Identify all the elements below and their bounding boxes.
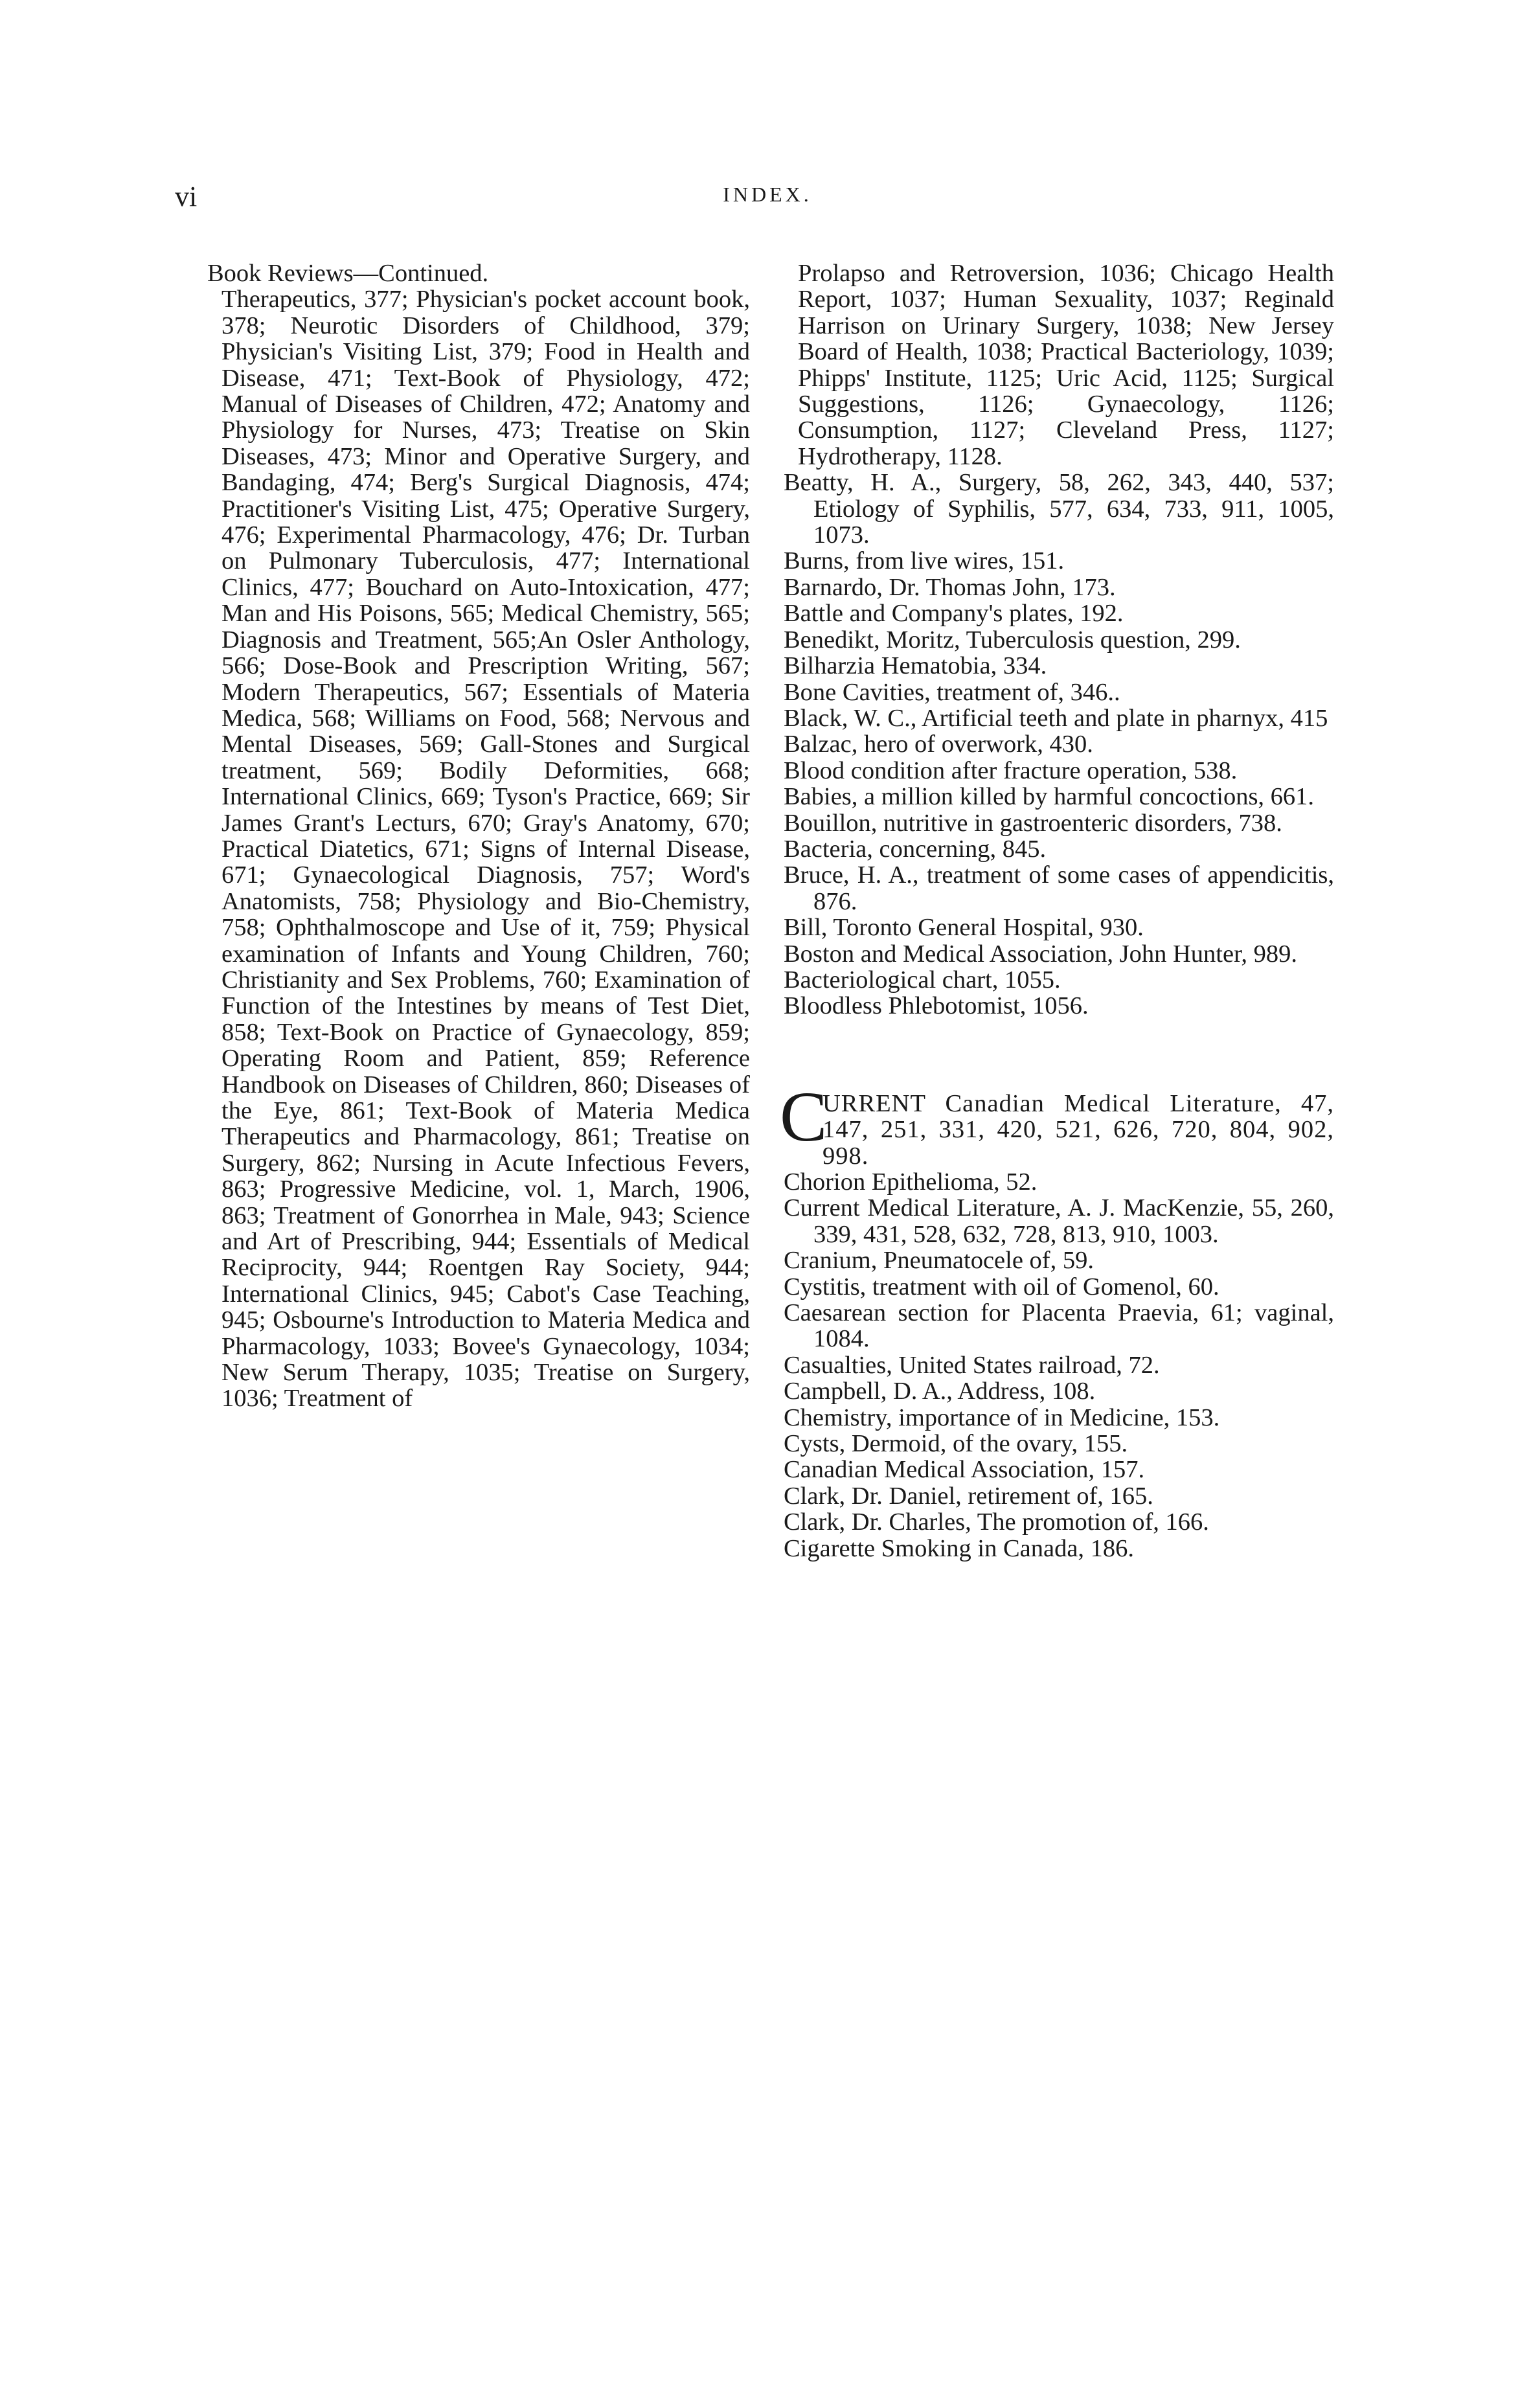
- c-section: [784, 1169, 1334, 1562]
- c-index-entry: Chorion Epithelioma, 52.: [784, 1168, 1038, 1196]
- c-index-entry: Chemistry, importance of in Medicine, 153.: [784, 1403, 1220, 1431]
- b-index-entry: Boston and Medical Association, John Hunter, 989.: [784, 940, 1297, 968]
- b-index-entry: Bacteriological chart, 1055.: [784, 966, 1061, 994]
- b-index-entry: Burns, from live wires, 151.: [784, 547, 1065, 575]
- c-index-entry: Current Medical Literature, A. J. MacKenzie, 55, 260, 339, 431, 528, 632, 728, 813, 910, 1003.: [784, 1194, 1334, 1248]
- b-index-entry: Bill, Toronto General Hospital, 930.: [784, 914, 1144, 942]
- b-index-entry: Bloodless Phlebotomist, 1056.: [784, 992, 1089, 1020]
- b-index-entry: Blood condition after fracture operation, 538.: [784, 756, 1238, 784]
- continued-body: Therapeutics, 377; Physician's pocket account book, 378; Neurotic Disorders of Childhood, 379; Physician's Visiting List, 379; Food in Health and Disease, 471; Text-Book of Physiology, 472; Manual of Diseases of Children, 472; Anatomy and Physiology for Nurses, 473; Treatise on Skin Diseases, 473; Minor and Operative Surgery, and Bandaging, 474; Berg's Surgical Diagnosis, 474; Practitioner's Visiting List, 475; Operative Surgery, 476; Experimental Pharmacology, 476; Dr. Turban on Pulmonary Tuberculosis, 477; International Clinics, 477; Bouchard on Auto-Intoxication, 477; Man and His Poisons, 565; Medical Chemistry, 565; Diagnosis and Treatment, 565;An Osler Anthology, 566; Dose-Book and Prescription Writing, 567; Modern Therapeutics, 567; Essentials of Materia Medica, 568; Williams on Food, 568; Nervous and Mental Diseases, 569; Gall-Stones and Surgical treatment, 569; Bodily Deformities, 668; International Clinics, 669; Tyson's Practice, 669; Sir James Grant's Lecturs, 670; Gray's Anatomy, 670; Practical Diatetics, 671; Signs of Internal Disease, 671; Gynaecological Diagnosis, 757; Word's Anatomists, 758; Physiology and Bio-Chemistry, 758; Ophthalmoscope and Use of it, 759; Physical examination of Infants and Young Children, 760; Christianity and Sex Problems, 760; Examination of Function of the Intestines by means of Test Diet, 858; Text-Book on Practice of Gynaecology, 859; Operating Room and Patient, 859; Reference Handbook on Diseases of Children, 860; Diseases of the Eye, 861; Text-Book of Materia Medica Therapeutics and Pharmacology, 861; Treatise on Surgery, 862; Nursing in Acute Infectious Fevers, 863; Progressive Medicine, vol. 1, March, 1906, 863; Treatment of Gonorrhea in Male, 943; Science and Art of Prescribing, 944; Essentials of Medical Reciprocity, 944; Roentgen Ray Society, 944; International Clinics, 945; Cabot's Case Teaching, 945; Osbourne's Introduction to Materia Medica and Pharmacology, 1033; Bovee's Gynaecology, 1034; New Serum Therapy, 1035; Treatise on Surgery, 1036; Treatment of: [221, 286, 750, 1413]
- c-index-entry: Clark, Dr. Charles, The promotion of, 166.: [784, 1508, 1209, 1536]
- b-index-entry: Bone Cavities, treatment of, 346..: [784, 678, 1120, 706]
- b-index-entry: Bacteria, concerning, 845.: [784, 835, 1047, 863]
- b-index-entry: Black, W. C., Artificial teeth and plate in pharnyx, 415: [784, 704, 1328, 732]
- running-head: INDEX.: [723, 183, 812, 206]
- b-index-entry: Balzac, hero of overwork, 430.: [784, 731, 1093, 758]
- b-index-entry: Benedikt, Moritz, Tuberculosis question, 299.: [784, 626, 1241, 653]
- right-column: [780, 260, 1334, 1562]
- c-index-entry: Casualties, United States railroad, 72.: [784, 1351, 1160, 1379]
- page-number: vi: [175, 181, 198, 212]
- c-index-entry: Cysts, Dermoid, of the ovary, 155.: [784, 1430, 1128, 1458]
- continued-heading: Book Reviews—Continued.: [207, 260, 489, 287]
- c-index-entry: Cystitis, treatment with oil of Gomenol, 60.: [784, 1273, 1219, 1301]
- c-index-entry: Clark, Dr. Daniel, retirement of, 165.: [784, 1482, 1153, 1510]
- c-index-entry: Canadian Medical Association, 157.: [784, 1456, 1145, 1484]
- c-section-first-entry: [780, 1076, 1334, 1170]
- left-column: [207, 260, 750, 1412]
- c-index-entry: Cranium, Pneumatocele of, 59.: [784, 1247, 1094, 1275]
- index-entry-book-reviews-continued: [207, 260, 750, 1412]
- c-first-entry-text: URRENT Canadian Medical Literature, 47, 147, 251, 331, 420, 521, 626, 720, 804, 902, 998.: [822, 1089, 1334, 1170]
- b-index-entry: Bilharzia Hematobia, 334.: [784, 652, 1047, 680]
- b-index-entry: Battle and Company's plates, 192.: [784, 600, 1124, 628]
- section-gap: [784, 1019, 1334, 1091]
- b-index-entry: Bruce, H. A., treatment of some cases of appendicitis, 876.: [784, 861, 1334, 915]
- c-index-entry: Cigarette Smoking in Canada, 186.: [784, 1534, 1135, 1562]
- b-index-entry: Bouillon, nutritive in gastroenteric disorders, 738.: [784, 809, 1282, 837]
- b-index-entry: Barnardo, Dr. Thomas John, 173.: [784, 573, 1116, 601]
- c-index-entry: Campbell, D. A., Address, 108.: [784, 1378, 1096, 1405]
- b-index-entry: Beatty, H. A., Surgery, 58, 262, 343, 440, 537; Etiology of Syphilis, 577, 634, 733, 911, 1005, 1073.: [784, 469, 1334, 549]
- page-header: [175, 180, 1360, 219]
- b-section: [784, 470, 1334, 1019]
- b-index-entry: Babies, a million killed by harmful concoctions, 661.: [784, 783, 1315, 811]
- continued-body-right: Prolapso and Retroversion, 1036; Chicago Health Report, 1037; Human Sexuality, 1037; Reginald Harrison on Urinary Surgery, 1038; New Jersey Board of Health, 1038; Practical Bacteriology, 1039; Phipps' Institute, 1125; Uric Acid, 1125; Surgical Suggestions, 1126; Gynaecology, 1126; Consumption, 1127; Cleveland Press, 1127; Hydrotherapy, 1128.: [798, 260, 1334, 470]
- c-index-entry: Caesarean section for Placenta Praevia, 61; vaginal, 1084.: [784, 1299, 1334, 1353]
- drop-cap-letter: C: [780, 1076, 828, 1156]
